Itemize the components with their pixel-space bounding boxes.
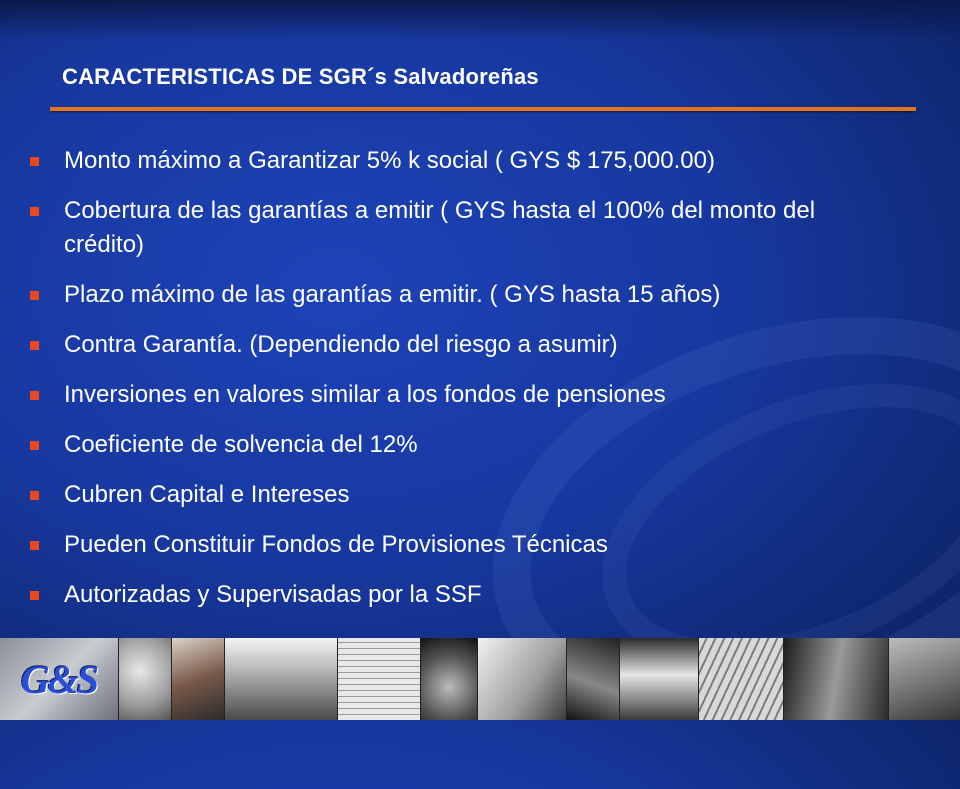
slide-title: CARACTERISTICAS DE SGR´s Salvadoreñas <box>62 64 539 89</box>
photo-spreadsheet <box>338 638 421 720</box>
photo-strip <box>0 638 960 720</box>
bullet-item <box>30 528 930 562</box>
bullet-item <box>30 328 930 362</box>
bullet-item <box>30 194 884 262</box>
bullet-item <box>30 578 930 612</box>
title-underline <box>50 107 916 111</box>
bullet-item <box>30 478 930 512</box>
bullet-square-icon <box>30 157 39 166</box>
bullet-item <box>30 428 930 462</box>
photo-cards <box>567 638 620 720</box>
bullet-square-icon <box>30 491 39 500</box>
bullet-text: Plazo máximo de las garantías a emitir. ( GYS hasta 15 años) <box>64 281 721 308</box>
bullet-square-icon <box>30 391 39 400</box>
photo-eggs <box>119 638 172 720</box>
bullet-square-icon <box>30 341 39 350</box>
top-shading <box>0 0 960 40</box>
bullet-square-icon <box>30 591 39 600</box>
bullet-item <box>30 144 930 178</box>
photo-handshake <box>784 638 889 720</box>
logo-text: G&S <box>20 656 98 702</box>
bullet-text: Cobertura de las garantías a emitir ( GYS hasta el 100% del monto del crédito) <box>64 197 816 258</box>
photo-woman <box>172 638 225 720</box>
gs-logo-icon <box>0 638 118 720</box>
bullet-item <box>30 378 930 412</box>
bullet-text: Autorizadas y Supervisadas por la SSF <box>64 581 482 608</box>
bullet-text: Cubren Capital e Intereses <box>64 481 350 508</box>
photo-market-umbrella <box>225 638 338 720</box>
photo-keyboard <box>699 638 784 720</box>
bullet-item <box>30 278 930 312</box>
photo-office <box>889 638 960 720</box>
bullet-text: Monto máximo a Garantizar 5% k social ( GYS $ 175,000.00) <box>64 147 715 174</box>
photo-chefs <box>620 638 699 720</box>
bullet-square-icon <box>30 441 39 450</box>
photo-pen-document <box>478 638 567 720</box>
bullet-text: Coeficiente de solvencia del 12% <box>64 431 418 458</box>
bullet-square-icon <box>30 541 39 550</box>
bullet-square-icon <box>30 207 39 216</box>
bullet-text: Contra Garantía. (Dependiendo del riesgo a asumir) <box>64 331 618 358</box>
bullet-square-icon <box>30 291 39 300</box>
bullet-text: Inversiones en valores similar a los fondos de pensiones <box>64 381 666 408</box>
bullet-list <box>30 144 930 628</box>
photo-coins <box>421 638 478 720</box>
bullet-text: Pueden Constituir Fondos de Provisiones Técnicas <box>64 531 608 558</box>
